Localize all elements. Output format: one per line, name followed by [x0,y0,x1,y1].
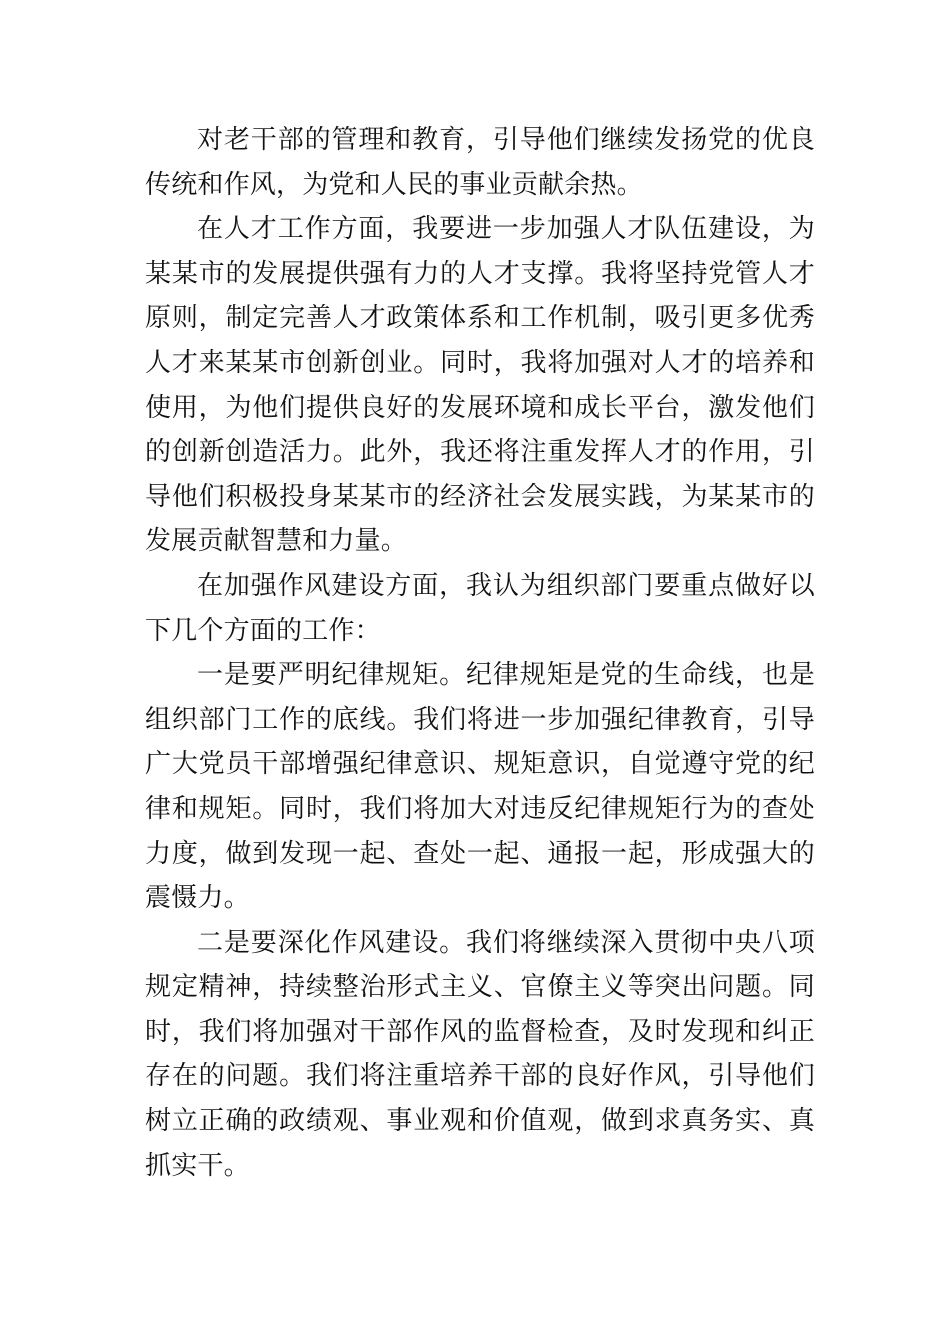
document-body [145,118,815,1188]
paragraph-2: 在人才工作方面，我要进一步加强人才队伍建设，为某某市的发展提供强有力的人才支撑。我将坚持党管人才原则，制定完善人才政策体系和工作机制，吸引更多优秀人才来某某市创新创业。同时，我将加强对人才的培养和使用，为他们提供良好的发展环境和成长平台，激发他们的创新创造活力。此外，我还将注重发挥人才的作用，引导他们积极投身某某市的经济社会发展实践，为某某市的发展贡献智慧和力量。 [145,214,815,557]
paragraph-4: 一是要严明纪律规矩。纪律规矩是党的生命线，也是组织部门工作的底线。我们将进一步加强纪律教育，引导广大党员干部增强纪律意识、规矩意识，自觉遵守党的纪律和规矩。同时，我们将加大对违反纪律规矩行为的查处力度，做到发现一起、查处一起、通报一起，形成强大的震慑力。 [145,660,815,914]
paragraph-5: 二是要深化作风建设。我们将继续深入贯彻中央八项规定精神，持续整治形式主义、官僚主义等突出问题。同时，我们将加强对干部作风的监督检查，及时发现和纠正存在的问题。我们将注重培养干部的良好作风，引导他们树立正确的政绩观、事业观和价值观，做到求真务实、真抓实干。 [145,927,815,1181]
paragraph-3: 在加强作风建设方面，我认为组织部门要重点做好以下几个方面的工作： [145,570,815,646]
paragraph-1: 对老干部的管理和教育，引导他们继续发扬党的优良传统和作风，为党和人民的事业贡献余热。 [145,125,815,200]
